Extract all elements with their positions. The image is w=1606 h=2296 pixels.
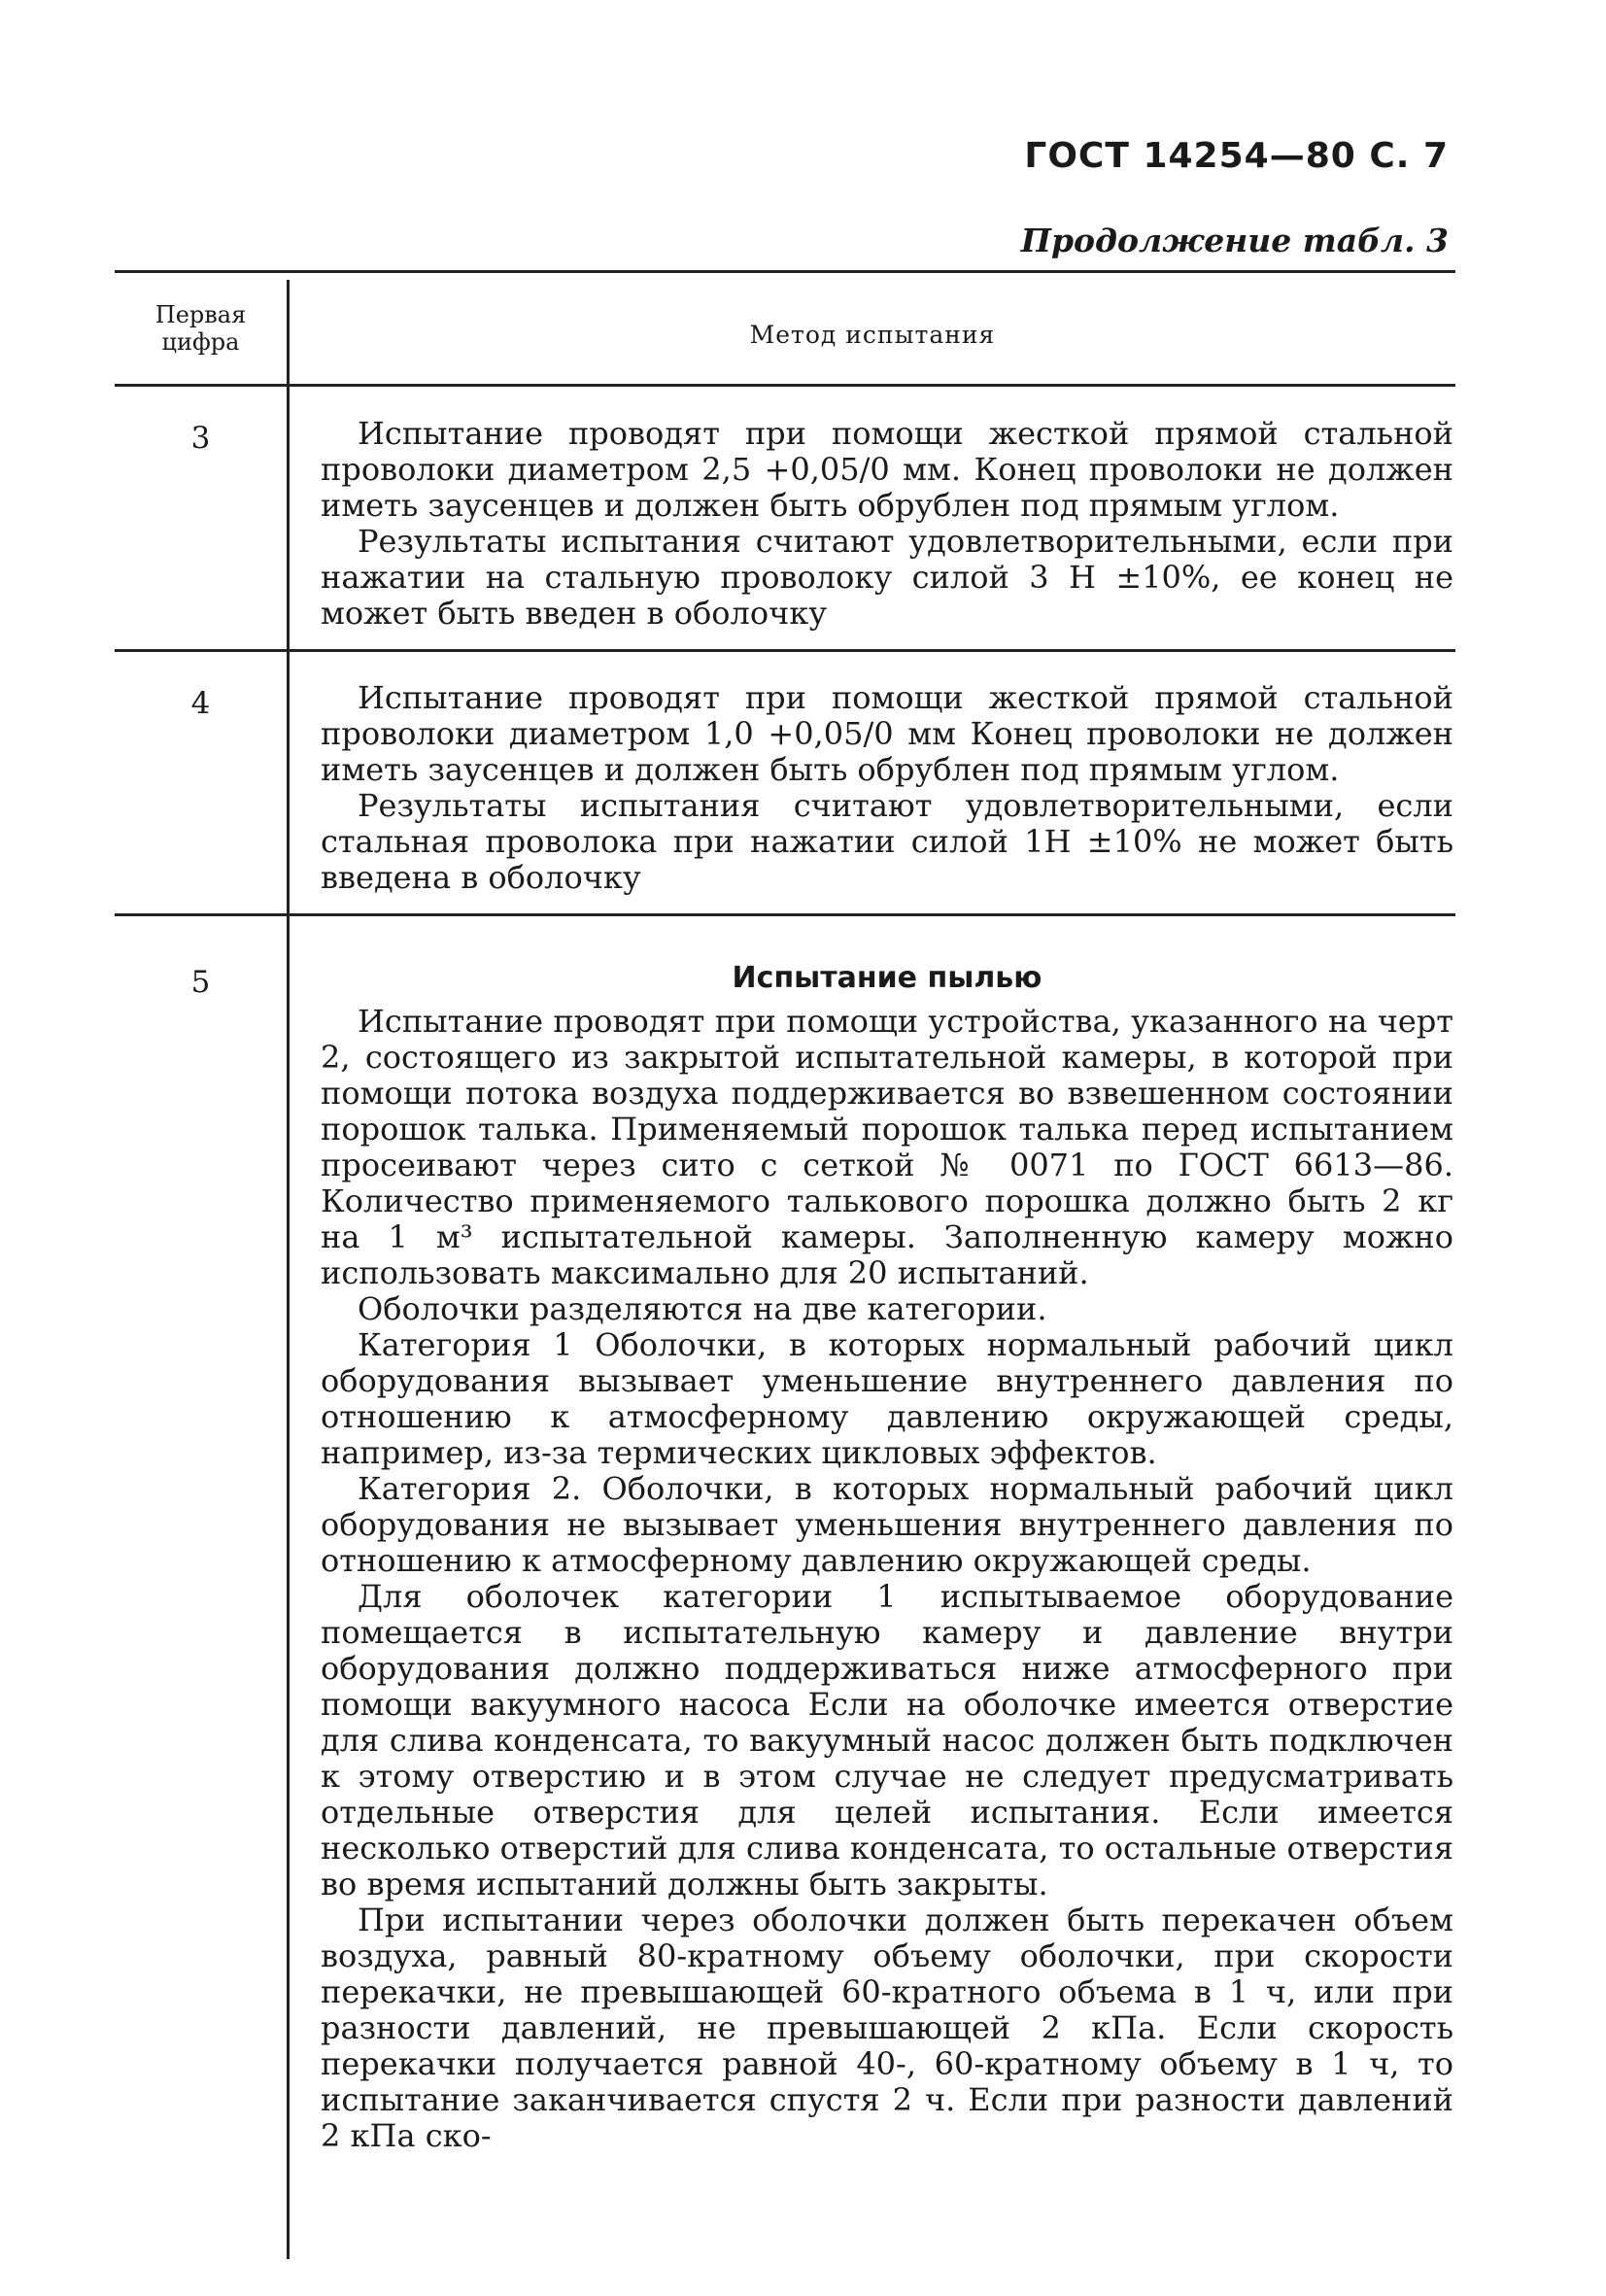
document-header: ГОСТ 14254—80 С. 7 — [1024, 136, 1449, 176]
table-top-rule — [115, 270, 1455, 273]
method-paragraph: Результаты испытания считают удовлетворительными, если при нажатии на стальную проволоку силой 3 Н ±10%, ее конец не может быть введен в оболочку — [321, 523, 1453, 632]
method-paragraph: Испытание проводят при помощи устройства, указанного на черт 2, состоящего из закрытой испытательной камеры, в которой при помощи потока воздуха поддерживается во взвешенном состоянии порошок талька. Применяемый порошок талька перед испытанием просеивают через сито с сеткой № 0071 по ГОСТ 6613—86. Количество применяемого талькового порошка должно быть 2 кг на 1 м³ испытательной камеры. Заполненную камеру можно использовать максимально для 20 испытаний. — [321, 1003, 1453, 1291]
method-paragraph: Категория 1 Оболочки, в которых нормальный рабочий цикл оборудования вызывает уменьшение внутреннего давления по отношению к атмосферному давлению окружающей среды, например, из-за термических цикловых эффектов. — [321, 1326, 1453, 1471]
method-paragraph: При испытании через оболочки должен быть перекачен объем воздуха, равный 80-кратному объему оболочки, при скорости перекачки, не превышающей 60-кратного объема в 1 ч, или при разности давлений, не превышающей 2 кПа. Если скорость перекачки получается равной 40-, 60-кратному объему в 1 ч, то испытание заканчивается спустя 2 ч. Если при разности давлений 2 кПа ско- — [321, 1902, 1453, 2154]
method-paragraph: Оболочки разделяются на две категории. — [358, 1290, 1047, 1327]
row-4-bottom-rule — [115, 913, 1455, 916]
section-title: Испытание пылью — [732, 961, 1042, 995]
row-3-bottom-rule — [115, 649, 1455, 652]
column-divider — [287, 280, 290, 2259]
row-digit: 4 — [190, 686, 211, 721]
method-paragraph: Результаты испытания считают удовлетворительными, если стальная проволока при нажатии силой 1Н ±10% не может быть введена в оболочку — [321, 787, 1453, 896]
method-paragraph: Для оболочек категории 1 испытываемое оборудование помещается в испытательную камеру и давление внутри оборудования должно поддерживаться ниже атмосферного при помощи вакуумного насоса Если на оболочке имеется отверстие для слива конденсата, то вакуумный насос должен быть подключен к этому отверстию и в этом случае не следует предусматривать отдельные отверстия для целей испытания. Если имеется несколько отверстий для слива конденсата, то остальные отверстия во время испытаний должны быть закрыты. — [321, 1578, 1453, 1902]
column-header-first-digit: Первая цифра — [154, 301, 247, 356]
column-header-test-method: Метод испытания — [749, 321, 996, 349]
method-paragraph: Испытание проводят при помощи жесткой прямой стальной проволоки диаметром 1,0 +0,05/0 мм Конец проволоки не должен иметь заусенцев и должен быть обрублен под прямым углом. — [321, 679, 1453, 788]
row-method-text — [321, 680, 1453, 896]
row-digit: 5 — [190, 965, 211, 1000]
method-paragraph: Испытание проводят при помощи жесткой прямой стальной проволоки диаметром 2,5 +0,05/0 мм. Конец проволоки не должен иметь заусенцев и должен быть обрублен под прямым углом. — [321, 415, 1453, 524]
table-continuation-label: Продолжение табл. 3 — [1020, 222, 1449, 259]
method-paragraph: Категория 2. Оболочки, в которых нормальный рабочий цикл оборудования не вызывает уменьшения внутреннего давления по отношению к атмосферному давлению окружающей среды. — [321, 1470, 1453, 1579]
header-bottom-rule — [115, 384, 1455, 387]
row-digit: 3 — [190, 421, 211, 456]
row-method-text — [321, 960, 1453, 2154]
row-method-text — [321, 416, 1453, 632]
